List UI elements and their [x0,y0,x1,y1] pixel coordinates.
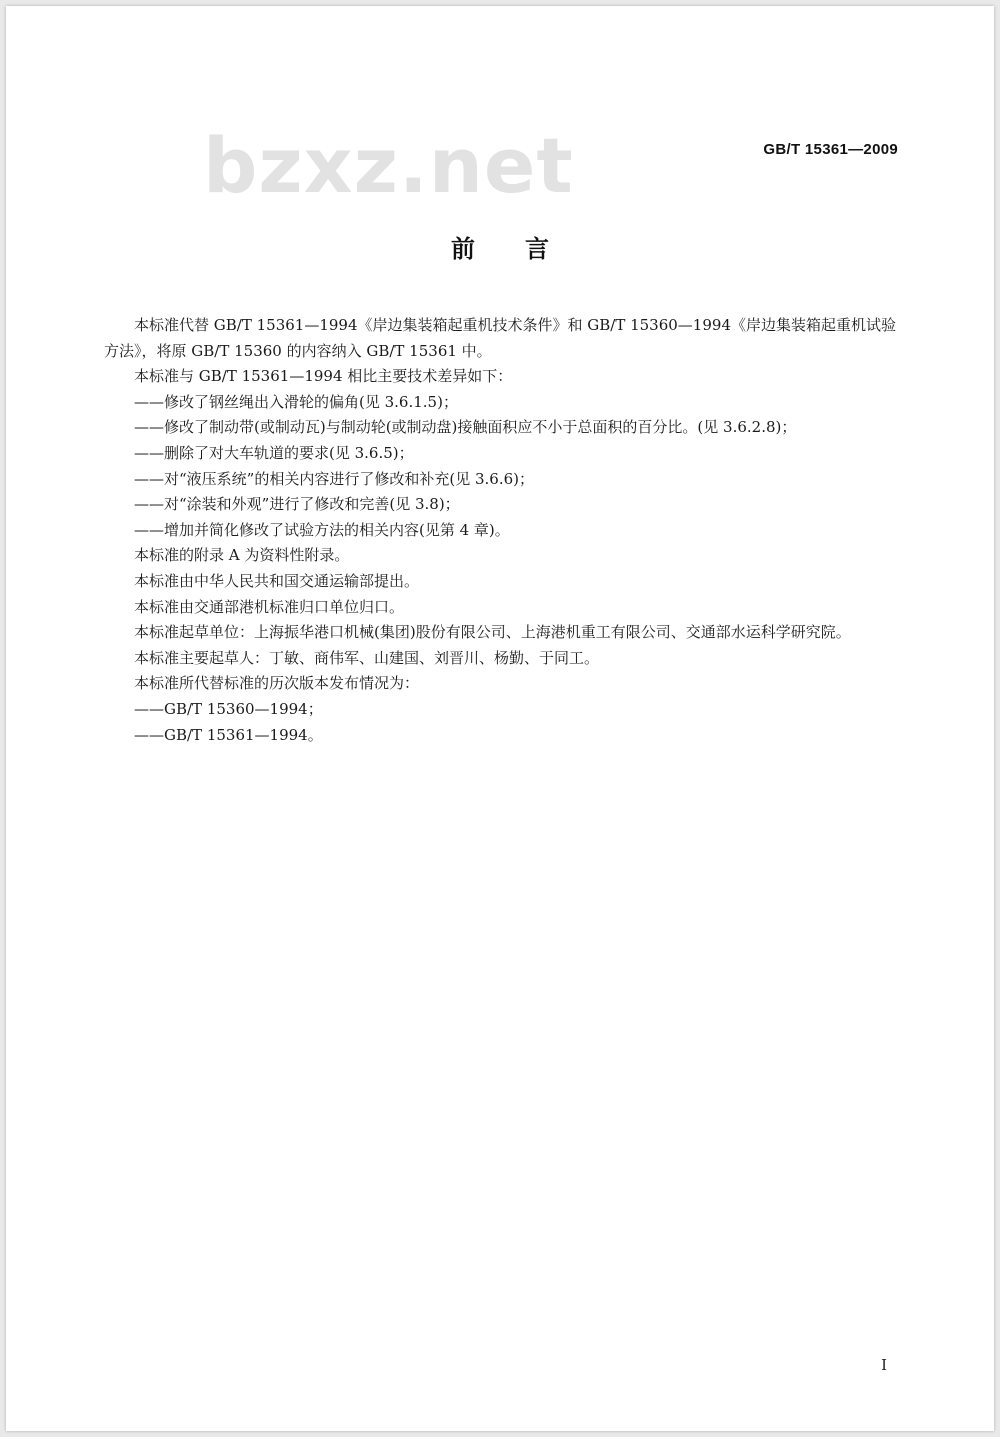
paragraph-differences-intro: 本标准与 GB/T 15361—1994 相比主要技术差异如下： [134,367,513,386]
page-title: 前言 [451,235,599,263]
paragraph-administrator: 本标准由交通部港机标准归口单位归口。 [134,597,405,616]
paragraph-drafting-units: 本标准起草单位：上海振华港口机械(集团)股份有限公司、上海港机重工有限公司、交通部水运科学研究院。 [134,623,851,642]
paragraph-appendix: 本标准的附录 A 为资料性附录。 [134,546,350,565]
list-item: ——修改了制动带(或制动瓦)与制动轮(或制动盘)接触面积应不小于总面积的百分比。(见 3.6.2.8)； [134,418,797,437]
watermark: bzxz.net [203,121,574,210]
list-item: ——GB/T 15361—1994。 [134,725,323,744]
paragraph-replacement: 本标准代替 GB/T 15361—1994《岸边集装箱起重机技术条件》和 GB/T 15360—1994《岸边集装箱起重机试验方法》，将原 GB/T 15360 的内容纳入 GB/T 15361 中。 [104,316,896,360]
list-item: ——删除了对大车轨道的要求(见 3.6.5)； [134,443,414,462]
paragraph-drafters: 本标准主要起草人：丁敏、商伟军、山建国、刘晋川、杨勤、于同工。 [134,648,600,667]
preface-body [104,313,896,748]
paragraph-proposer: 本标准由中华人民共和国交通运输部提出。 [134,571,420,590]
list-item: ——增加并简化修改了试验方法的相关内容(见第 4 章)。 [134,520,510,539]
paragraph-history-intro: 本标准所代替标准的历次版本发布情况为： [134,674,420,693]
list-item: ——修改了钢丝绳出入滑轮的偏角(见 3.6.1.5)； [134,392,458,411]
standard-code: GB/T 15361—2009 [763,141,898,158]
list-item: ——对“液压系统”的相关内容进行了修改和补充(见 3.6.6)； [134,469,534,488]
page-number: I [881,1356,887,1374]
list-item: ——GB/T 15360—1994； [134,699,323,718]
list-item: ——对“涂装和外观”进行了修改和完善(见 3.8)； [134,495,460,514]
